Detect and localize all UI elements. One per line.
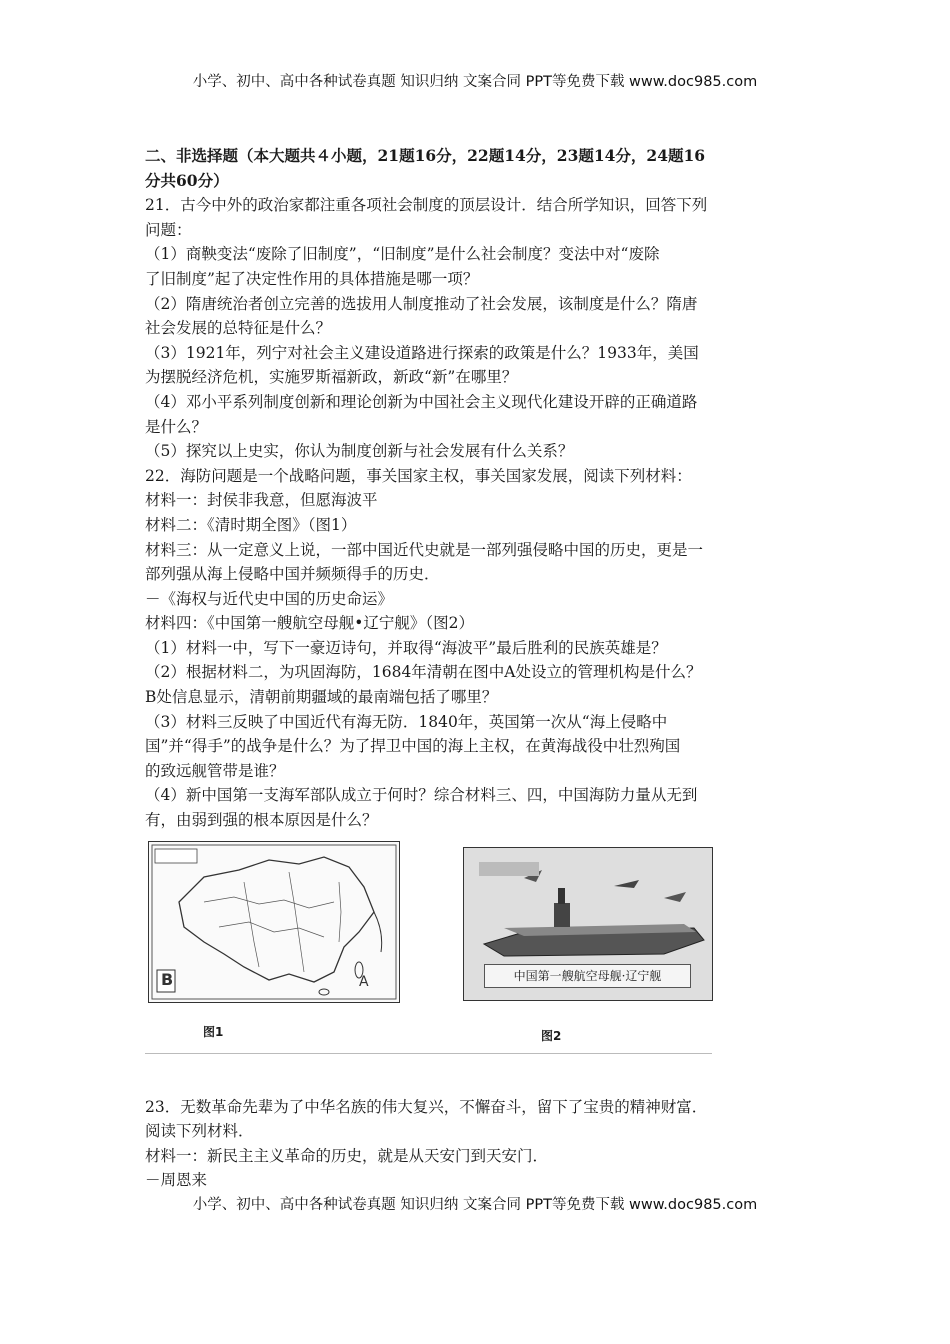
q23-line: 材料一：新民主主义革命的历史，就是从天安门到天安门． <box>145 1146 549 1165</box>
q21-line: （4）邓小平系列制度创新和理论创新为中国社会主义现代化建设开辟的正确道路 <box>145 392 698 411</box>
q22-line: （3）材料三反映了中国近代有海无防．1840年，英国第一次从“海上侵略中 <box>145 712 668 731</box>
q23-line: 23．无数革命先辈为了中华名族的伟大复兴，不懈奋斗，留下了宝贵的精神财富． <box>145 1097 708 1116</box>
q22-line: （4）新中国第一支海军部队成立于何时？综合材料三、四，中国海防力量从无到 <box>145 786 698 805</box>
q22-line: （1）材料一中，写下一豪迈诗句，并取得“海波平”最后胜利的民族英雄是？ <box>145 638 667 657</box>
q22-line: 材料一：封侯非我意，但愿海波平 <box>145 491 378 510</box>
q22-line: 材料三：从一定意义上说，一部中国近代史就是一部列强侵略中国的历史，更是一 <box>145 540 704 559</box>
figure-2-label: 图2 <box>541 1028 562 1043</box>
figure-divider <box>145 1053 712 1054</box>
figure-1-label: 图1 <box>203 1024 224 1039</box>
q22-line: B处信息显示，清朝前期疆域的最南端包括了哪里？ <box>145 688 498 707</box>
section-title-line: 分共60分） <box>145 170 229 190</box>
section-title-line: 二、非选择题（本大题共４小题，21题16分，22题14分，23题14分，24题16 <box>145 146 706 165</box>
aircraft-carrier-figure <box>463 847 713 1001</box>
question-22 <box>145 464 815 833</box>
q22-line: 的致远舰管带是谁？ <box>145 761 285 780</box>
q23-line: －周恩来 <box>145 1171 208 1190</box>
q21-line: （2）隋唐统治者创立完善的选拔用人制度推动了社会发展，该制度是什么？隋唐 <box>145 294 698 313</box>
map-label-b: B <box>161 969 174 989</box>
q22-line: 22．海防问题是一个战略问题，事关国家主权，事关国家发展，阅读下列材料： <box>145 466 692 485</box>
carrier-caption: 中国第一艘航空母舰·辽宁舰 <box>484 964 691 988</box>
q22-line: 国”并“得手”的战争是什么？为了捍卫中国的海上主权，在黄海战役中壮烈殉国 <box>145 737 681 756</box>
q21-line: 了旧制度”起了决定性作用的具体措施是哪一项？ <box>145 269 479 288</box>
q22-line: －《海权与近代史中国的历史命运》 <box>145 589 394 608</box>
q21-line: 21．古今中外的政治家都注重各项社会制度的顶层设计．结合所学知识，回答下列 <box>145 196 708 215</box>
question-21 <box>145 193 815 464</box>
q23-line: 阅读下列材料． <box>145 1122 254 1141</box>
q22-line: （2）根据材料二，为巩固海防，1684年清朝在图中A处设立的管理机构是什么？ <box>145 663 702 682</box>
q22-line: 材料二：《清时期全图》（图1） <box>145 515 357 534</box>
q21-line: 是什么？ <box>145 417 208 436</box>
qing-map-figure <box>148 841 400 1003</box>
q21-line: （3）1921年，列宁对社会主义建设道路进行探索的政策是什么？1933年，美国 <box>145 343 699 362</box>
q22-line: 有，由弱到强的根本原因是什么？ <box>145 811 378 830</box>
q21-line: 为摆脱经济危机，实施罗斯福新政，新政“新”在哪里？ <box>145 368 518 387</box>
figures-area <box>145 839 815 1091</box>
map-label-a: A <box>359 973 369 990</box>
q21-line: 问题： <box>145 220 192 239</box>
exam-content <box>145 144 815 1193</box>
q22-line: 材料四：《中国第一艘航空母舰•辽宁舰》（图2） <box>145 614 475 633</box>
page-header: 小学、初中、高中各种试卷真题 知识归纳 文案合同 PPT等免费下载 www.doc985.com <box>192 74 758 90</box>
q21-line: （5）探究以上史实，你认为制度创新与社会发展有什么关系？ <box>145 442 574 461</box>
question-23 <box>145 1095 815 1193</box>
q21-line: （1）商鞅变法“废除了旧制度”，“旧制度”是什么社会制度？变法中对“废除 <box>145 245 660 264</box>
q21-line: 社会发展的总特征是什么？ <box>145 319 332 338</box>
page-footer: 小学、初中、高中各种试卷真题 知识归纳 文案合同 PPT等免费下载 www.doc985.com <box>192 1197 758 1213</box>
q22-line: 部列强从海上侵略中国并频频得手的历史． <box>145 565 440 584</box>
